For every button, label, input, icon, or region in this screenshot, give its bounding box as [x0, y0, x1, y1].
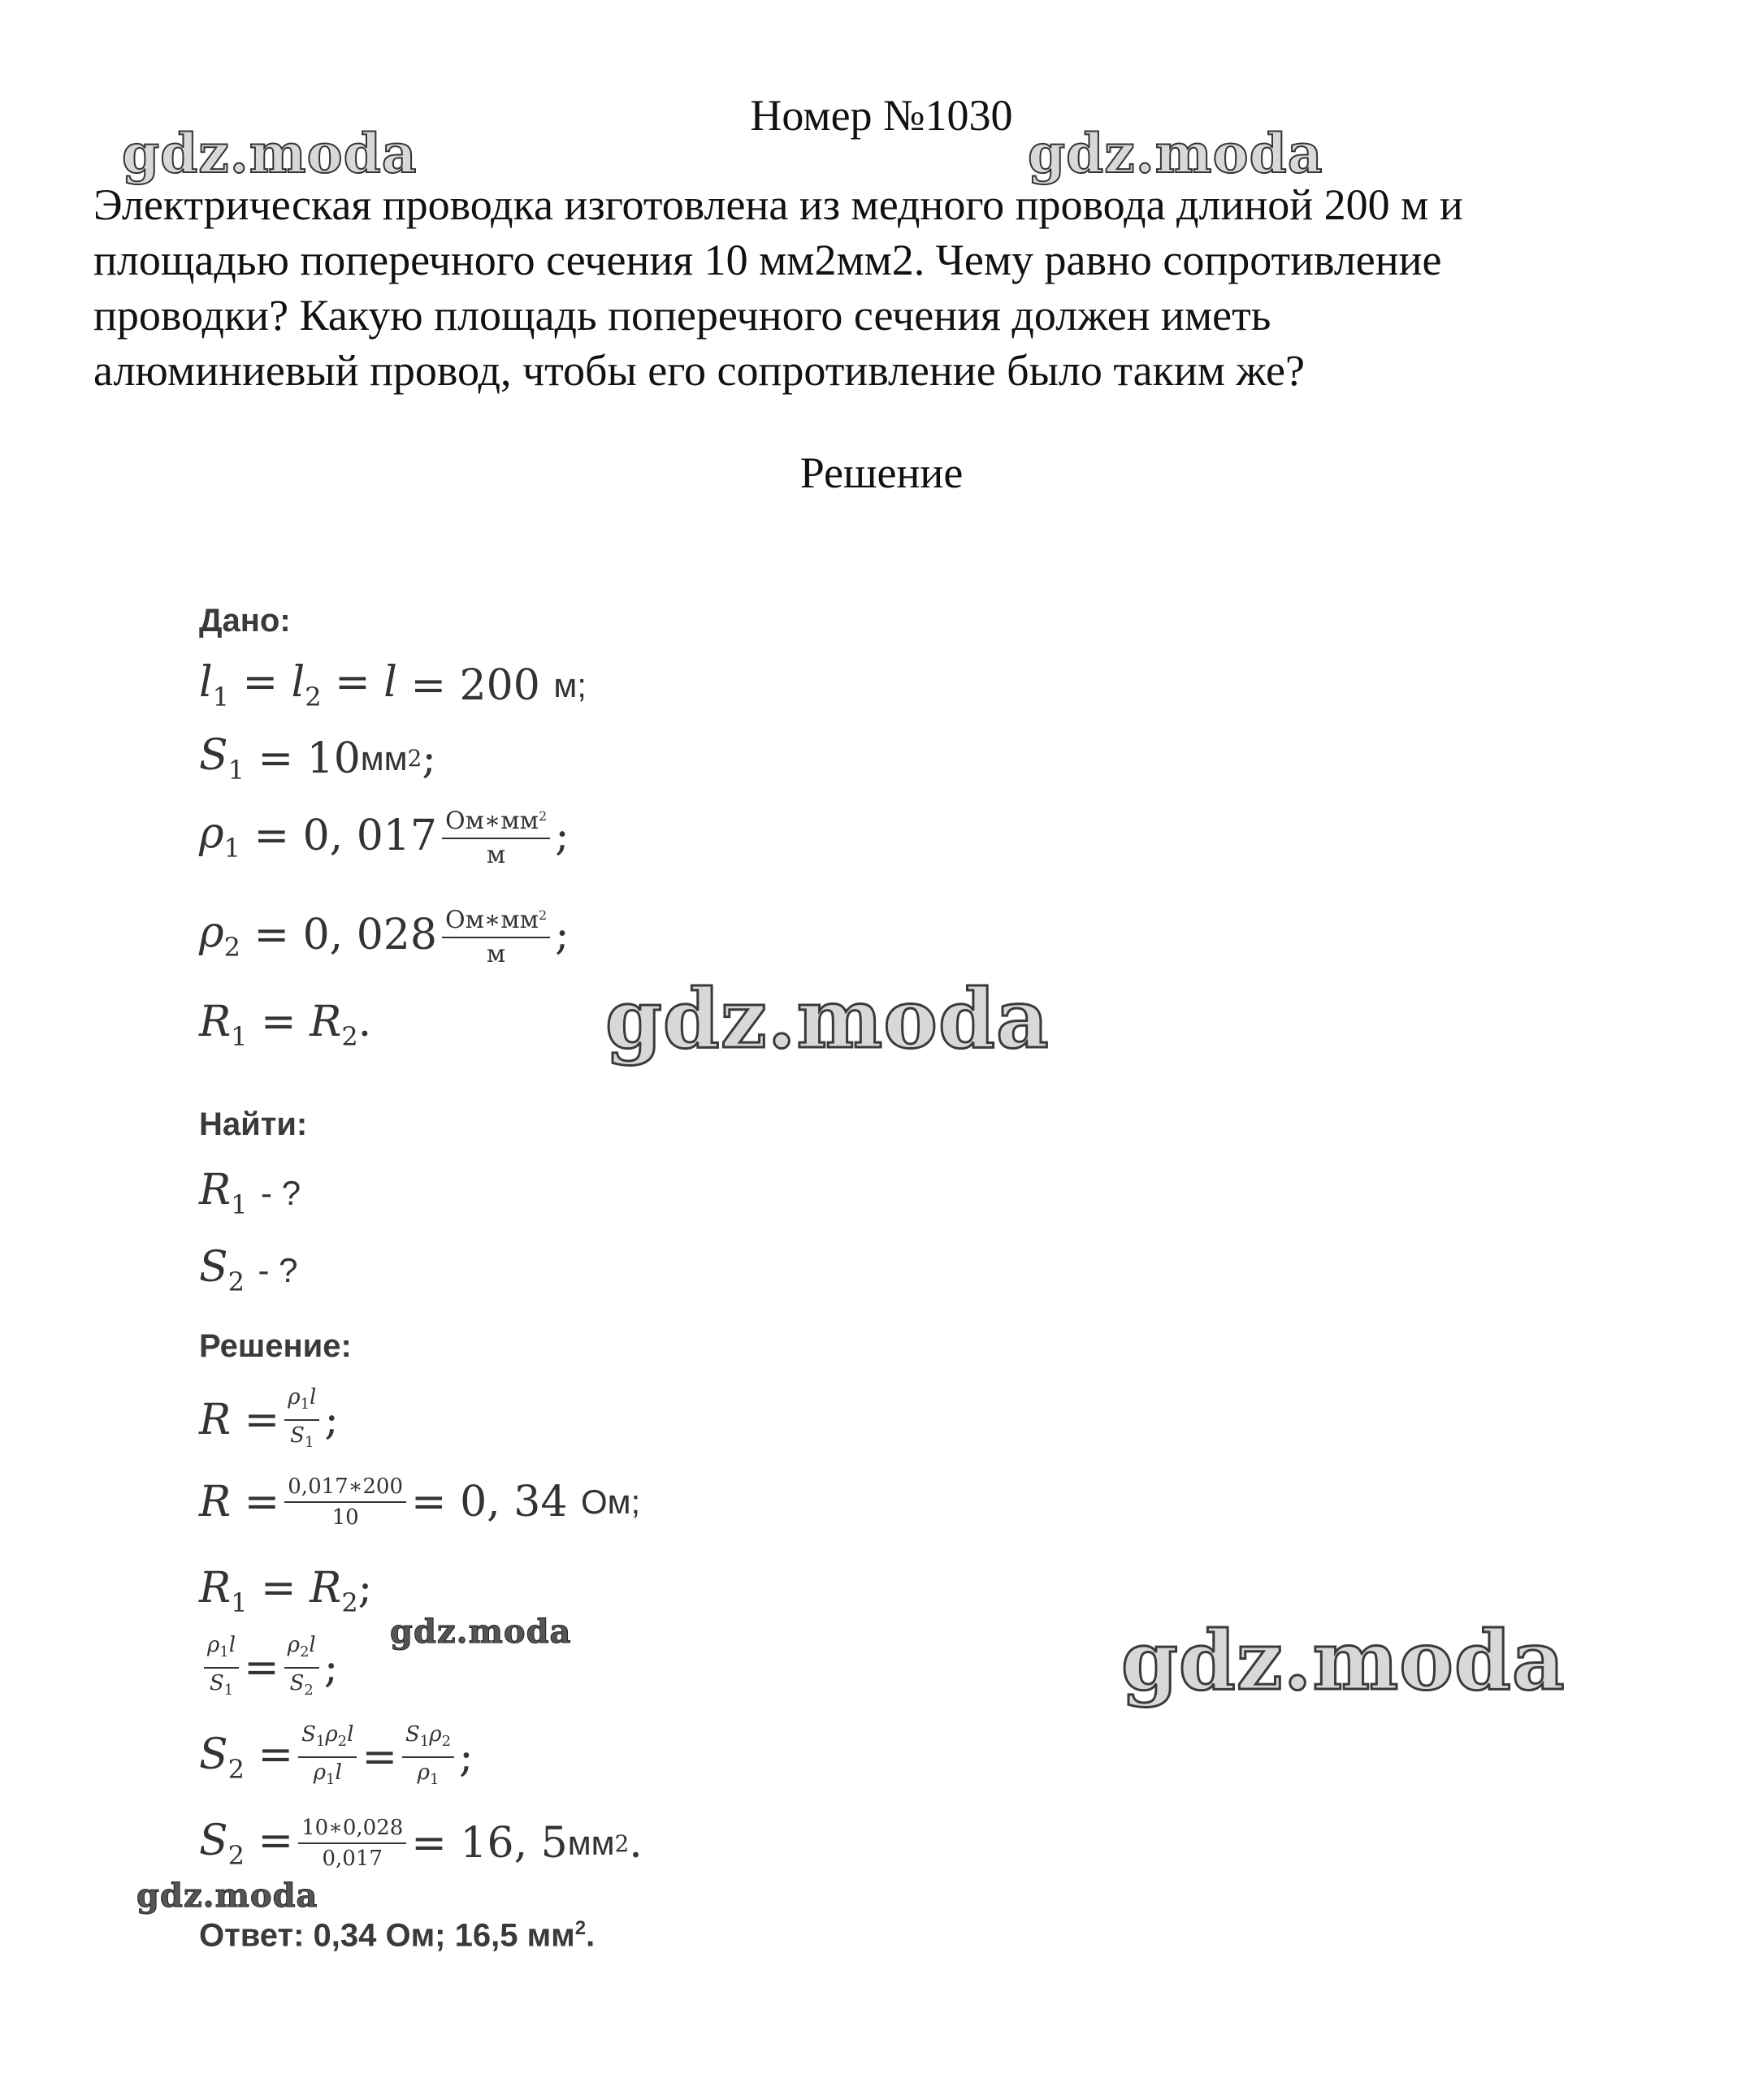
- problem-statement: [93, 177, 1686, 398]
- watermark: gdz.moda: [1028, 122, 1323, 185]
- find-heading: Найти:: [199, 1106, 308, 1142]
- calc-s2: $S_2$ = $\frac{10∗0,028}{0,017}$ = 16, 5 мм 2 .: [199, 1816, 643, 1871]
- problem-line: алюминиевый провод, чтобы его сопротивление было таким же?: [93, 346, 1305, 395]
- watermark: gdz.moda: [122, 122, 418, 185]
- watermark: gdz.moda: [605, 971, 1050, 1067]
- watermark: gdz.moda: [136, 1877, 318, 1915]
- ratio-equal: $\frac{\rho_1l}{S_1}$ = $\frac{\rho_2l}{S_2}$ ;: [199, 1633, 338, 1703]
- given-heading: Дано:: [199, 603, 291, 639]
- find-r1: $R_1$ - ?: [199, 1166, 301, 1220]
- watermark: gdz.moda: [390, 1613, 572, 1651]
- formula-s2: $S_2$ = $\frac{S_1\rho_2l}{\rho_1l}$ = $\frac{S_1\rho_2}{\rho_1}$ ;: [199, 1722, 474, 1788]
- problem-line: площадью поперечного сечения 10 мм2мм2. Чему равно сопротивление: [93, 236, 1442, 284]
- problem-line: проводки? Какую площадь поперечного сечения должен иметь: [93, 291, 1271, 340]
- given-rho2: $\rho_2$ = 0, 028 $\frac{Ом∗мм^2}{м}$ ;: [199, 902, 570, 968]
- given-rho1: $\rho_1$ = 0, 017 $\frac{Ом∗мм^2}{м}$ ;: [199, 803, 570, 869]
- solution-title: Решение: [799, 448, 964, 497]
- watermark: gdz.moda: [1121, 1613, 1566, 1708]
- r-equal: $R_1 = R_2$;: [199, 1564, 373, 1618]
- formula-r: R = $\frac{\rho_1l}{S_1}$ ;: [199, 1385, 339, 1451]
- page-title: Номер №1030: [750, 91, 1013, 140]
- problem-line: Электрическая проводка изготовлена из медного провода длиной 200 м и: [93, 180, 1463, 229]
- given-s1: $S_1$ = 10 мм 2 ;: [199, 731, 436, 786]
- find-s2: $S_2$ - ?: [199, 1243, 298, 1297]
- solution-heading: Решение:: [199, 1328, 352, 1364]
- answer-line: Ответ: 0,34 Ом; 16,5 $мм^2$.: [199, 1917, 596, 1954]
- given-length: $l_1 = l_2 = l$ = 200 м;: [199, 658, 587, 712]
- calc-r: R = $\frac{0,017∗200}{10}$ = 0, 34 Ом;: [199, 1474, 641, 1530]
- given-r-equal: $R_1 = R_2$.: [199, 998, 372, 1052]
